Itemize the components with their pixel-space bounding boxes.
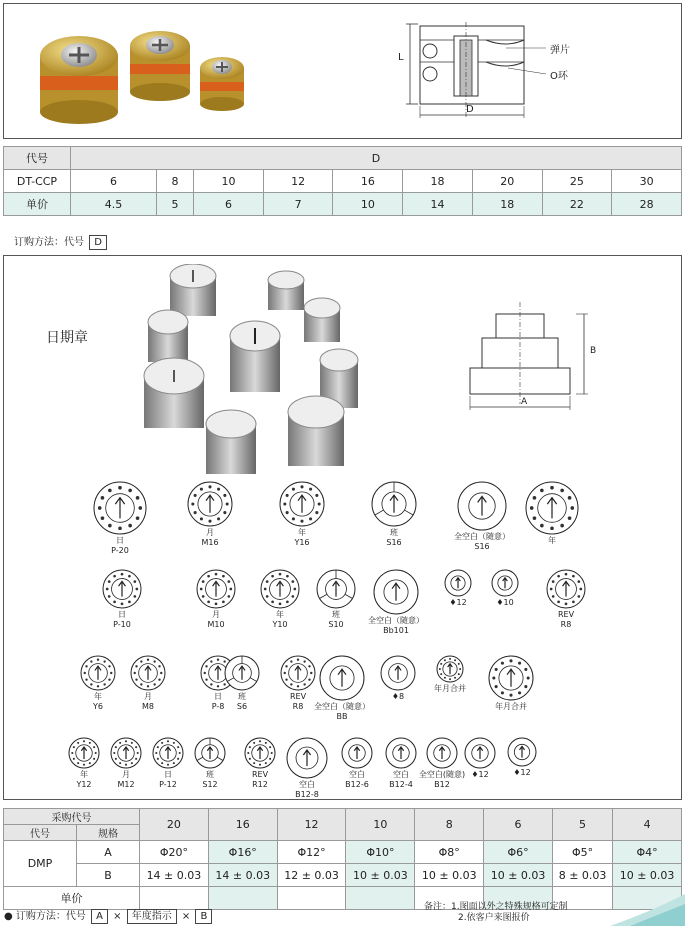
- code-header: 代号: [4, 825, 77, 841]
- b-value: 12 ± 0.03: [277, 864, 346, 887]
- dial-code: Y12: [76, 780, 92, 789]
- b-value: 10 ± 0.03: [346, 864, 415, 887]
- dmp-price-cell: [277, 887, 346, 910]
- dial-label: ♦8: [391, 692, 405, 701]
- b-value: 10 ± 0.03: [613, 864, 682, 887]
- dial-label: 班: [390, 528, 398, 537]
- dial-label: ♦10: [496, 598, 514, 607]
- a-value: Φ5°: [552, 841, 612, 864]
- dmp-col-header: 6: [484, 809, 553, 841]
- size-cell: 25: [542, 170, 612, 193]
- dial-code: S12: [202, 780, 218, 789]
- dmp-model: DMP: [4, 841, 77, 887]
- stamp-dial: [475, 654, 547, 712]
- dial-code: M10: [207, 620, 225, 629]
- dial-label: ♦12: [471, 770, 489, 779]
- order-box-a: A: [91, 909, 108, 924]
- stamp-dial: [84, 480, 156, 556]
- size-cell: 6: [71, 170, 157, 193]
- corner-decoration: [610, 894, 685, 926]
- dial-label: ♦12: [513, 768, 531, 777]
- dial-label: 月: [212, 610, 220, 619]
- dial-label: 全空白（随意）: [368, 616, 424, 625]
- dial-label: 全空白（随意）: [454, 532, 510, 541]
- dial-label: 班: [206, 770, 214, 779]
- price-cell: 7: [263, 193, 333, 216]
- spec-header: 规格: [77, 825, 140, 841]
- size-cell: 8: [156, 170, 193, 193]
- a-value: Φ6°: [484, 841, 553, 864]
- price-cell: 22: [542, 193, 612, 216]
- size-cell: 18: [403, 170, 473, 193]
- dial-label: 日: [116, 536, 124, 545]
- brass-pins-photo: [34, 18, 254, 128]
- dial-icon: [223, 654, 261, 692]
- dial-icon: [315, 568, 357, 610]
- row-b-label: B: [77, 864, 140, 887]
- dial-label: 班: [332, 610, 340, 619]
- stamp-dial: [112, 654, 184, 712]
- dial-label: 年: [94, 692, 102, 701]
- dim-label-D: D: [466, 104, 474, 115]
- dial-code: B12-6: [345, 780, 369, 789]
- order-box-b: B: [195, 909, 212, 924]
- dial-code: B12-8: [295, 790, 319, 799]
- dial-icon: [186, 480, 234, 528]
- stamp-dial: [446, 480, 518, 552]
- dmp-price-label: 单价: [4, 887, 140, 910]
- dial-code: P-10: [113, 620, 131, 629]
- notes: [424, 902, 568, 924]
- stamp-dial: [174, 480, 246, 548]
- dial-code: P-12: [159, 780, 177, 789]
- size-cell: 30: [612, 170, 682, 193]
- dial-code: P-20: [111, 546, 129, 555]
- dial-code: B12: [434, 780, 450, 789]
- dial-label: 日: [118, 610, 126, 619]
- dmp-spec-table: [3, 808, 682, 910]
- dial-icon: [490, 568, 520, 598]
- dial-code: BB: [336, 712, 348, 721]
- dmp-price-cell: [208, 887, 277, 910]
- price-cell: 6: [194, 193, 264, 216]
- dial-code: R12: [252, 780, 268, 789]
- note-line-2: 2.依客户来图报价: [458, 913, 530, 923]
- row-model: DT-CCP: [4, 170, 71, 193]
- dtccp-price-table: [3, 146, 682, 216]
- dial-label: 空白: [349, 770, 365, 779]
- dial-code: B12-4: [389, 780, 413, 789]
- dial-code: S10: [328, 620, 344, 629]
- price-cell: 5: [156, 193, 193, 216]
- date-stamp-photo: [132, 264, 372, 486]
- b-value: 10 ± 0.03: [484, 864, 553, 887]
- a-value: Φ10°: [346, 841, 415, 864]
- price-cell: 18: [472, 193, 542, 216]
- dial-label: 月: [144, 692, 152, 701]
- dial-label: 空白: [299, 780, 315, 789]
- dial-label: 年: [298, 528, 306, 537]
- dial-label: 年: [548, 536, 556, 545]
- pin-cross-section-drawing: [396, 18, 576, 128]
- stamp-dial: [180, 568, 252, 630]
- dmp-col-header: 4: [613, 809, 682, 841]
- table-header-code: 代号: [4, 147, 71, 170]
- dial-code: R8: [292, 702, 304, 711]
- dial-code: P-8: [211, 702, 225, 711]
- dial-icon: [379, 654, 417, 692]
- table-header-d: D: [71, 147, 682, 170]
- order-method-2: [4, 907, 214, 924]
- dial-label: 年月合并: [495, 702, 527, 711]
- dim-label-B: B: [590, 346, 597, 356]
- row-a-label: A: [77, 841, 140, 864]
- dim-label-L: L: [398, 52, 404, 63]
- bullet: ●: [4, 911, 13, 922]
- dial-icon: [487, 654, 535, 702]
- dmp-price-cell: [346, 887, 415, 910]
- dial-code: M12: [117, 780, 135, 789]
- dial-icon: [456, 480, 508, 532]
- times-sign: ×: [113, 911, 122, 922]
- size-cell: 10: [194, 170, 264, 193]
- dmp-col-header: 8: [415, 809, 484, 841]
- dial-label: 年: [276, 610, 284, 619]
- dial-icon: [92, 480, 148, 536]
- stamp-dial: [516, 480, 588, 546]
- dial-label: 空白: [393, 770, 409, 779]
- b-value: 10 ± 0.03: [415, 864, 484, 887]
- top-panel: [3, 3, 682, 139]
- dial-icon: [129, 654, 167, 692]
- times-sign: ×: [181, 911, 191, 922]
- dial-code: S16: [474, 542, 490, 551]
- dmp-col-header: 12: [277, 809, 346, 841]
- dial-icon: [545, 568, 587, 610]
- stamp-dial: [266, 480, 338, 548]
- dial-label: 日: [214, 692, 222, 701]
- dial-code: M16: [201, 538, 219, 547]
- dial-icon: [372, 568, 420, 616]
- order-code-box: D: [89, 235, 107, 250]
- size-cell: 12: [263, 170, 333, 193]
- dial-code: Y6: [93, 702, 103, 711]
- dim-label-A: A: [521, 397, 528, 407]
- stamp-dial: [86, 568, 158, 630]
- date-stamp-title: 日期章: [46, 330, 88, 346]
- dial-code: Y10: [272, 620, 288, 629]
- dial-icon: [278, 480, 326, 528]
- dial-label: 年: [80, 770, 88, 779]
- a-value: Φ16°: [208, 841, 277, 864]
- dial-icon: [195, 568, 237, 610]
- dmp-col-header: 5: [552, 809, 612, 841]
- dial-label: REV: [251, 770, 269, 779]
- dial-icon: [370, 480, 418, 528]
- dmp-col-header: 16: [208, 809, 277, 841]
- price-cell: 14: [403, 193, 473, 216]
- dial-label: 全空白(随意): [418, 770, 466, 779]
- order-method-1: [14, 233, 109, 250]
- spring-plate-label: 弹片: [550, 45, 570, 56]
- dial-icon: [435, 654, 465, 684]
- price-cell: 28: [612, 193, 682, 216]
- dial-code: Y16: [294, 538, 310, 547]
- dial-label: REV: [289, 692, 307, 701]
- b-value: 8 ± 0.03: [552, 864, 612, 887]
- dial-label: 全空白（随意）: [314, 702, 370, 711]
- o-ring-label: O环: [550, 71, 568, 82]
- stamp-dial: [358, 480, 430, 548]
- dial-label: 年月合并: [434, 684, 466, 693]
- dial-label: REV: [557, 610, 575, 619]
- dial-code: S16: [386, 538, 402, 547]
- order-method-text: 订购方法：代号: [14, 237, 84, 248]
- row-price-label: 单价: [4, 193, 71, 216]
- b-value: 14 ± 0.03: [140, 864, 209, 887]
- dial-icon: [101, 568, 143, 610]
- dial-code: S6: [236, 702, 248, 711]
- dial-code: M8: [142, 702, 154, 711]
- dial-icon: [318, 654, 366, 702]
- order-box-year: 年度指示: [127, 909, 177, 924]
- stamp-dial: [530, 568, 602, 630]
- price-cell: 4.5: [71, 193, 157, 216]
- order-method-text: 订购方法：代号: [15, 911, 86, 922]
- size-cell: 16: [333, 170, 403, 193]
- stamp-dial: [486, 736, 558, 778]
- dmp-col-header: 20: [140, 809, 209, 841]
- dial-code: Bb101: [383, 626, 409, 635]
- dial-code: R8: [560, 620, 572, 629]
- dial-label: 月: [122, 770, 130, 779]
- b-value: 14 ± 0.03: [208, 864, 277, 887]
- purchase-code-header: 采购代号: [4, 809, 140, 825]
- a-value: Φ12°: [277, 841, 346, 864]
- dial-icon: [193, 736, 227, 770]
- dial-label: 月: [206, 528, 214, 537]
- a-value: Φ20°: [140, 841, 209, 864]
- dial-label: 日: [164, 770, 172, 779]
- dial-icon: [506, 736, 538, 768]
- dial-icon: [524, 480, 580, 536]
- note-line-1: 备注：1.图面以外之特殊规格可定制: [424, 902, 568, 912]
- a-value: Φ8°: [415, 841, 484, 864]
- dial-label: ♦12: [449, 598, 467, 607]
- dial-icon: [259, 568, 301, 610]
- a-value: Φ4°: [613, 841, 682, 864]
- price-cell: 10: [333, 193, 403, 216]
- dmp-col-header: 10: [346, 809, 415, 841]
- dial-label: 班: [238, 692, 246, 701]
- size-cell: 20: [472, 170, 542, 193]
